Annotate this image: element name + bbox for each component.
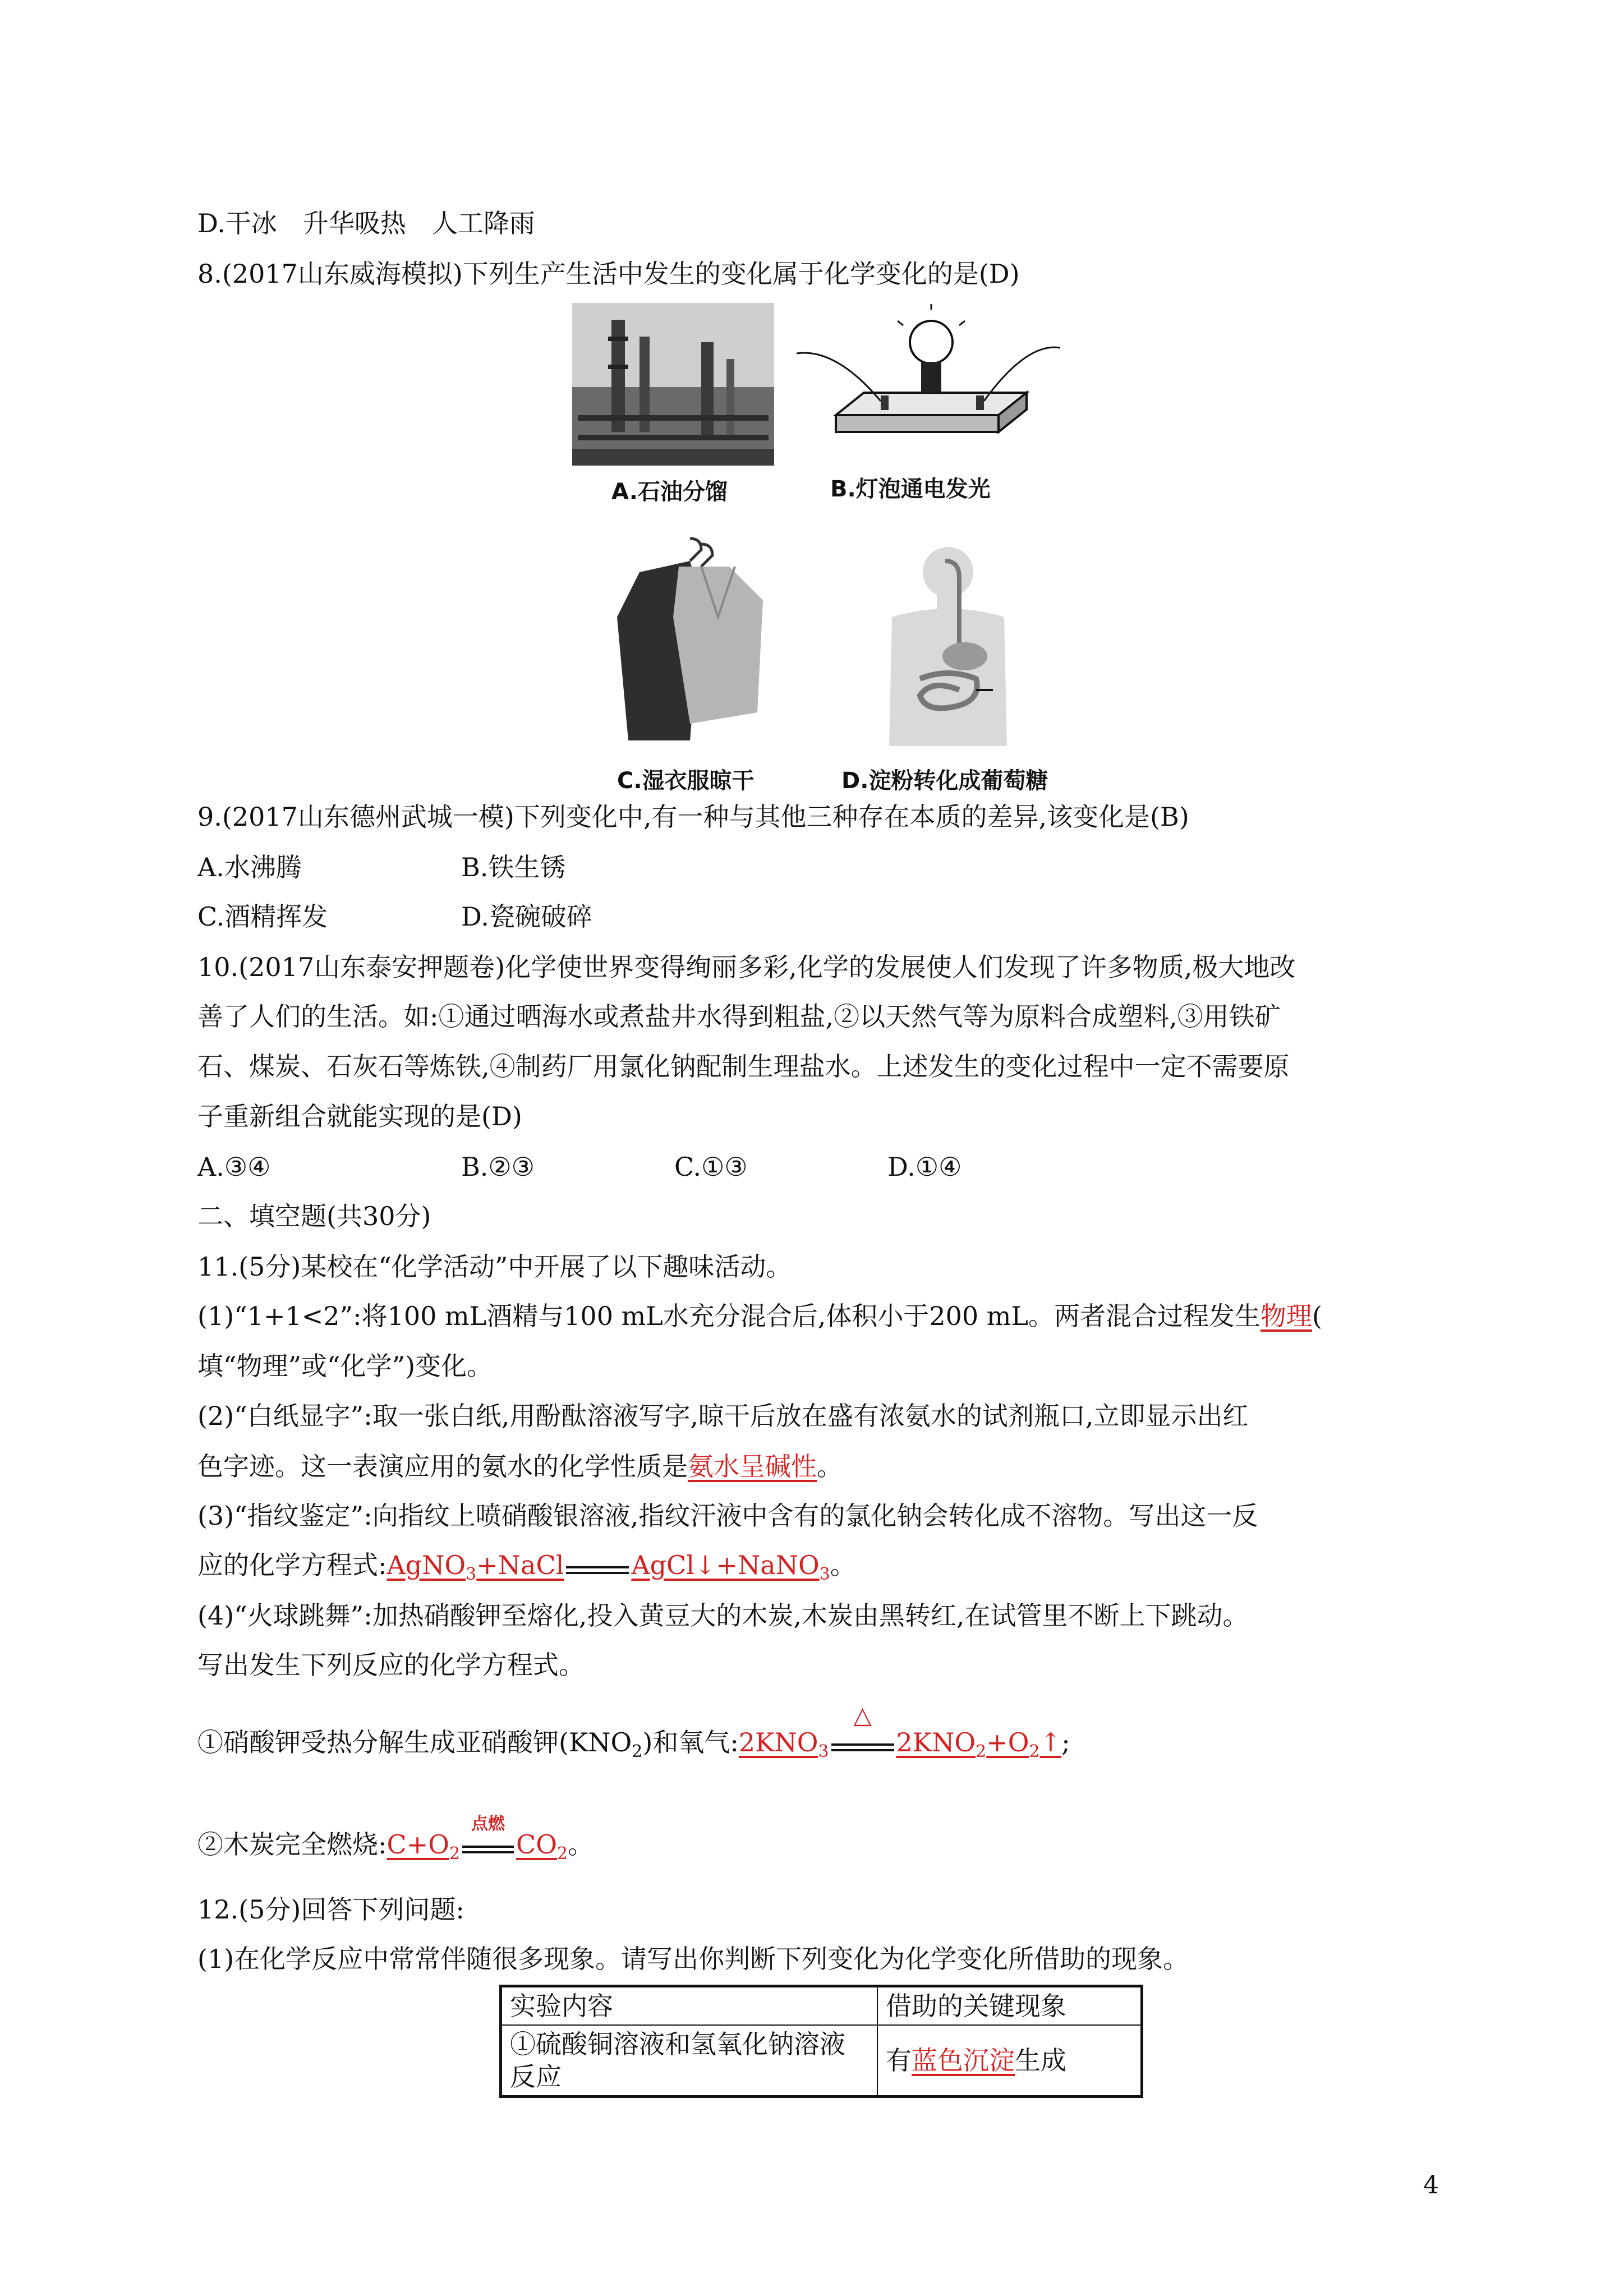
figure-a-caption: A.石油分馏 [611, 479, 728, 505]
q10-option-a: A.③④ [197, 1152, 271, 1182]
experiment-table [499, 1985, 1143, 2098]
question-8: 8.(2017山东威海模拟)下列生产生活中发生的变化属于化学变化的是(D) [197, 259, 1020, 289]
question-10-line1: 10.(2017山东泰安押题卷)化学使世界变得绚丽多彩,化学的发展使人们发现了许多物质,极大地改 [197, 952, 1296, 982]
q10-option-c: C.①③ [674, 1152, 748, 1182]
q11-part3-line2: 应的化学方程式:AgNO$_3$+NaCl AgCl↓+NaNO$_3$。 [197, 1550, 856, 1585]
carbon-combustion-equation: $C+O_2$ 点燃 $CO_2$ [387, 1814, 568, 1864]
question-11: 11.(5分)某校在“化学活动”中开展了以下趣味活动。 [197, 1251, 792, 1282]
q7-option-d: D.干冰 升华吸热 人工降雨 [197, 208, 535, 238]
q11-part3-line1: (3)“指纹鉴定”:向指纹上喷硝酸银溶液,指纹汗液中含有的氯化钠会转化成不溶物。写出这一反 [197, 1501, 1258, 1531]
q10-option-b: B.②③ [461, 1152, 535, 1182]
q11-part1-line1: (1)“1+1<2”:将100 mL酒精与100 mL水充分混合后,体积小于200 mL。两者混合过程发生物理( [197, 1301, 1322, 1331]
table-header-content: 实验内容 [501, 1986, 878, 2026]
q9-options-row2 [197, 900, 592, 933]
q9-option-d: D.瓷碗破碎 [461, 901, 592, 932]
agno3-equation: AgNO$_3$+NaCl AgCl↓+NaNO$_3$ [387, 1550, 830, 1585]
blue-precipitate-answer: 蓝色沉淀 [912, 2045, 1015, 2076]
refinery-photo [572, 303, 774, 466]
figure-c-caption: C.湿衣服晾干 [617, 768, 755, 794]
q12-part1: (1)在化学反应中常常伴随很多现象。请写出你判断下列变化为化学变化所借助的现象。 [197, 1944, 1189, 1974]
q11-part2-line2: 色字迹。这一表演应用的氨水的化学性质是氨水呈碱性。 [197, 1451, 843, 1481]
q9-options-row1 [197, 850, 565, 884]
question-9: 9.(2017山东德州武城一模)下列变化中,有一种与其他三种存在本质的差异,该变化是(B) [197, 802, 1189, 832]
q9-option-a: A.水沸腾 [197, 852, 302, 882]
kno3-decomposition-equation: $2KNO_3$ △ $2KNO_2+O_2↑$ [739, 1727, 1061, 1757]
heat-triangle-symbol: △ [853, 1701, 872, 1729]
q11-part4-line1: (4)“火球跳舞”:加热硝酸钾至熔化,投入黄豆大的木炭,木炭由黑转红,在试管里不断上下跳动。 [197, 1600, 1249, 1631]
q11-part1-answer: 物理 [1260, 1301, 1312, 1331]
section-2-heading: 二、填空题(共30分) [197, 1201, 431, 1231]
q9-option-c: C.酒精挥发 [197, 901, 328, 932]
q11-part2-answer: 氨水呈碱性 [688, 1451, 817, 1481]
figure-d-caption: D.淀粉转化成葡萄糖 [841, 768, 1048, 794]
q11-part1-line2: 填“物理”或“化学”)变化。 [197, 1351, 493, 1381]
question-10-line4: 子重新组合就能实现的是(D) [197, 1101, 522, 1131]
table-cell-phenomenon: 有蓝色沉淀生成 [877, 2025, 1142, 2097]
question-10-line2: 善了人们的生活。如:①通过晒海水或煮盐井水得到粗盐,②以天然气等为原料合成塑料,③用铁矿 [197, 1001, 1281, 1032]
q10-option-d: D.①④ [887, 1152, 962, 1182]
q10-options [197, 1150, 961, 1184]
figure-b-caption: B.灯泡通电发光 [830, 476, 991, 502]
table-header-phenomenon: 借助的关键现象 [877, 1986, 1142, 2026]
question-10-line3: 石、煤炭、石灰石等炼铁,④制药厂用氯化钠配制生理盐水。上述发生的变化过程中一定不需要原 [197, 1051, 1290, 1082]
q9-option-b: B.铁生锈 [461, 852, 566, 882]
wet-clothes-illustration [606, 533, 774, 746]
page-number: 4 [1423, 2171, 1439, 2200]
q11-part4-eq1-line: ①硝酸钾受热分解生成亚硝酸钾$(KNO_2)$和氧气$:2KNO_3$ △ $2KNO_2+O_2↑$; [197, 1726, 1070, 1769]
table-cell-experiment: ①硫酸铜溶液和氢氧化钠溶液反应 [501, 2025, 878, 2097]
digestive-system-illustration [875, 544, 1021, 746]
q11-part2-line1: (2)“白纸显字”:取一张白纸,用酚酞溶液写字,晾干后放在盛有浓氨水的试剂瓶口,立即显示出红 [197, 1401, 1249, 1431]
q11-part4-eq2-line: ②木炭完全燃烧$:C+O_2$ 点燃 $CO_2$。 [197, 1814, 594, 1864]
question-12: 12.(5分)回答下列问题: [197, 1894, 464, 1925]
q11-part4-line2: 写出发生下列反应的化学方程式。 [197, 1650, 585, 1680]
light-bulb-diagram [791, 303, 1066, 438]
